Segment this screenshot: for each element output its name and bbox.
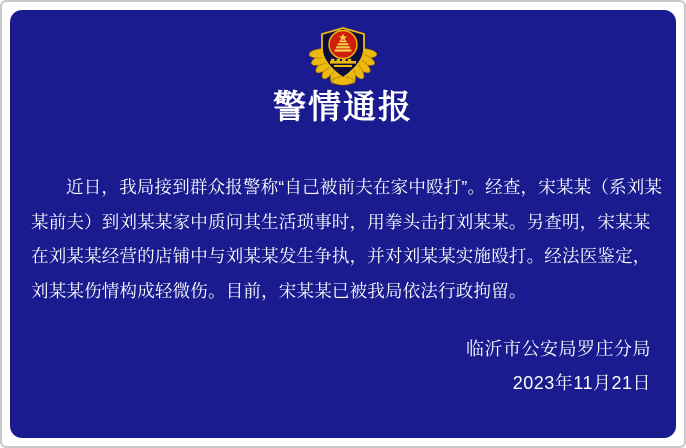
notice-signature-block bbox=[466, 332, 651, 400]
police-badge-icon bbox=[304, 25, 382, 87]
notice-body-line: 某前夫）到刘某某家中质问其生活琐事时，用拳头击打刘某某。另查明，宋某某 bbox=[31, 211, 651, 232]
notice-body-line: 在刘某某经营的店铺中与刘某某发生争执，并对刘某某实施殴打。经法医鉴定， bbox=[31, 246, 651, 266]
notice-body-line: 刘某某伤情构成轻微伤。目前，宋某某已被我局依法行政拘留。 bbox=[31, 280, 527, 301]
notice-date: 2023年11月21日 bbox=[512, 373, 651, 393]
notice-body bbox=[31, 170, 662, 308]
notice-body-line: 近日，我局接到群众报警称“自己被前夫在家中殴打”。经查，宋某某（系刘某 bbox=[66, 177, 663, 197]
notice-panel bbox=[10, 10, 676, 438]
notice-title: 警情通报 bbox=[273, 88, 413, 125]
issuing-authority: 临沂市公安局罗庄分局 bbox=[466, 339, 651, 359]
